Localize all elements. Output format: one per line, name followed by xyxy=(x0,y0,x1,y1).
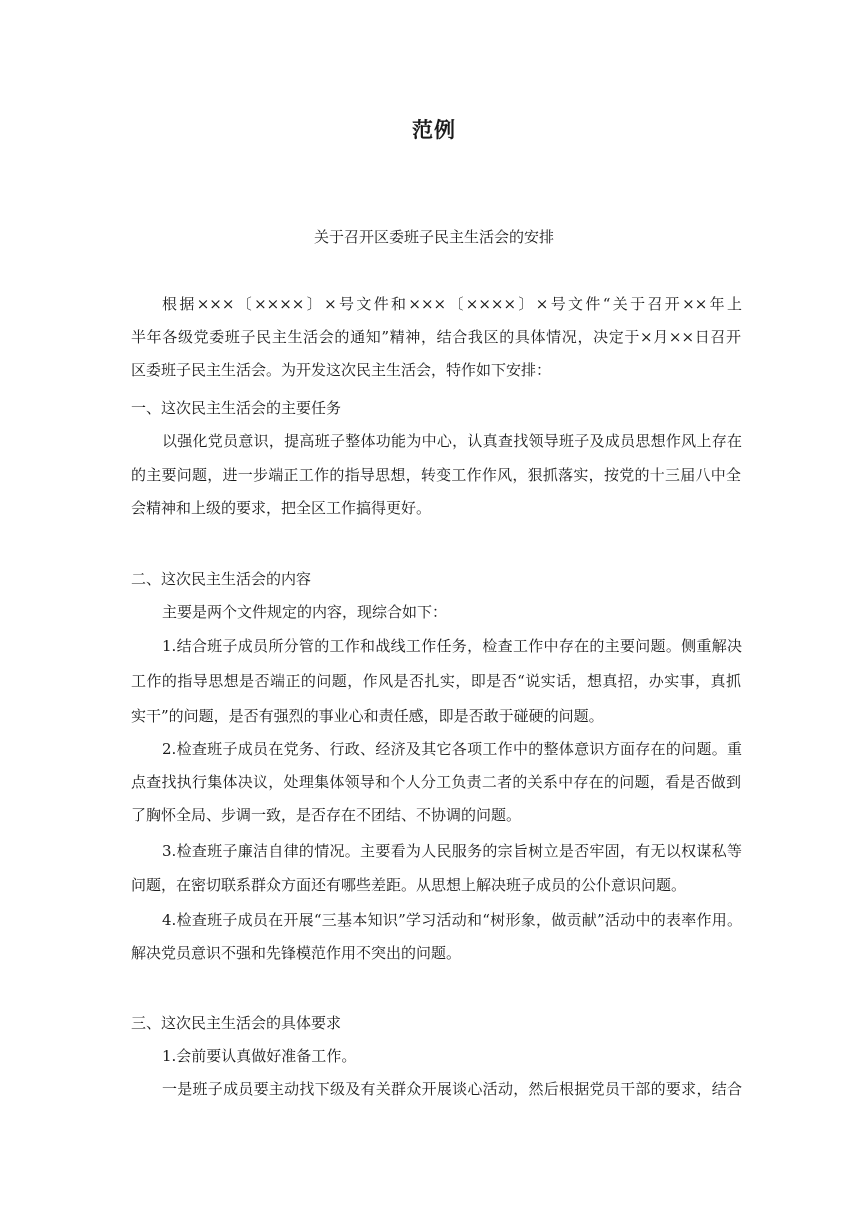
paragraph-line: 的主要问题，进一步端正工作的指导思想，转变工作作风，狠抓落实，按党的十三届八中全 xyxy=(131,466,741,484)
paragraph-line: 2.检查班子成员在党务、行政、经济及其它各项工作中的整体意识方面存在的问题。重 xyxy=(162,740,742,758)
section-heading: 二、这次民主生活会的内容 xyxy=(131,570,312,588)
section-heading: 一、这次民主生活会的主要任务 xyxy=(131,399,342,417)
paragraph-line: 实干”的问题，是否有强烈的事业心和责任感，即是否敢于碰硬的问题。 xyxy=(131,707,604,725)
document-subtitle: 关于召开区委班子民主生活会的安排 xyxy=(313,228,554,246)
section-heading: 三、这次民主生活会的具体要求 xyxy=(131,1014,342,1032)
paragraph-line: 一是班子成员要主动找下级及有关群众开展谈心活动，然后根据党员干部的要求，结合 xyxy=(162,1080,742,1098)
paragraph-line: 以强化党员意识，提高班子整体功能为中心，认真查找领导班子及成员思想作风上存在 xyxy=(162,432,742,450)
paragraph-line: 1.结合班子成员所分管的工作和战线工作任务，检查工作中存在的主要问题。侧重解决 xyxy=(162,637,742,655)
paragraph-line: 1.会前要认真做好准备工作。 xyxy=(162,1047,357,1065)
paragraph-line: 主要是两个文件规定的内容，现综合如下： xyxy=(162,603,448,621)
page-title: 范例 xyxy=(412,118,456,142)
paragraph-line: 半年各级党委班子民主生活会的通知”精神，结合我区的具体情况，决定于×月××日召开 xyxy=(131,328,741,346)
paragraph-line: 工作的指导思想是否端正的问题，作风是否扎实，即是否“说实话，想真招，办实事，真抓 xyxy=(131,672,741,690)
paragraph-line: 3.检查班子廉洁自律的情况。主要看为人民服务的宗旨树立是否牢固，有无以权谋私等 xyxy=(162,842,742,860)
paragraph-line: 了胸怀全局、步调一致，是否存在不团结、不协调的问题。 xyxy=(131,806,522,824)
paragraph-line: 4.检查班子成员在开展“三基本知识”学习活动和“树形象，做贡献”活动中的表率作用。 xyxy=(162,911,742,929)
paragraph-line: 解决党员意识不强和先锋模范作用不突出的问题。 xyxy=(131,944,462,962)
paragraph-line: 区委班子民主生活会。为开发这次民主生活会，特作如下安排： xyxy=(131,361,552,379)
paragraph-line: 会精神和上级的要求，把全区工作搞得更好。 xyxy=(131,499,432,517)
paragraph-line: 点查找执行集体决议，处理集体领导和个人分工负责二者的关系中存在的问题，看是否做到 xyxy=(131,773,741,791)
paragraph-line: 问题，在密切联系群众方面还有哪些差距。从思想上解决班子成员的公仆意识问题。 xyxy=(131,876,687,894)
paragraph-line: 根据×××〔××××〕×号文件和×××〔××××〕×号文件“关于召开××年上 xyxy=(162,295,742,313)
